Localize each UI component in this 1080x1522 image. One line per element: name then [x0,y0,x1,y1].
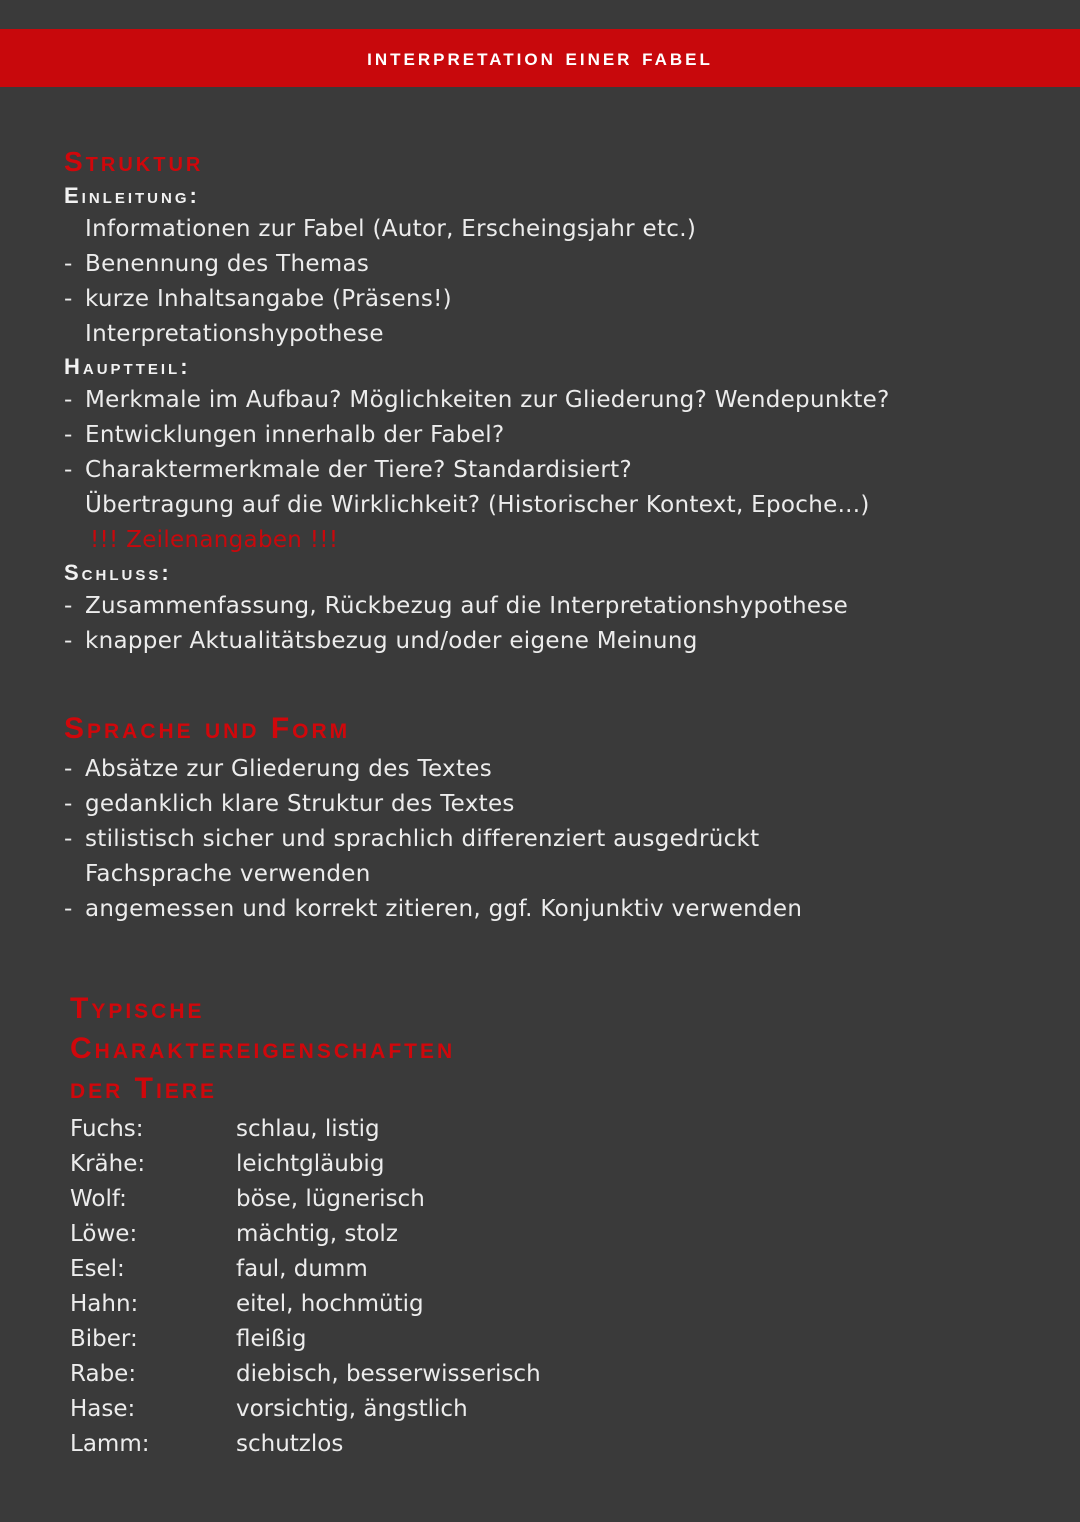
section-title-sprache: Sprache und Form [64,712,351,745]
animal-name: Fuchs: [70,1116,144,1142]
title-bar [0,29,1080,87]
animal-trait: leichtgläubig [236,1151,385,1177]
animal-trait: fleißig [236,1326,307,1352]
list-item: - Absätze zur Gliederung des Textes [64,756,492,782]
list-item: - knapper Aktualitätsbezug und/oder eigene Meinung [64,628,698,654]
animal-trait: mächtig, stolz [236,1221,398,1247]
animal-name: Esel: [70,1256,125,1282]
subheading-schluss: Schluss: [64,560,172,585]
list-item: - angemessen und korrekt zitieren, ggf. Konjunktiv verwenden [64,896,803,922]
animal-name: Rabe: [70,1361,137,1387]
note-zeilenangaben: !!! Zeilenangaben !!! [90,527,339,553]
list-item: - stilistisch sicher und sprachlich differenziert ausgedrückt [64,826,760,852]
list-item: - kurze Inhaltsangabe (Präsens!) [64,286,452,312]
list-item: Übertragung auf die Wirklichkeit? (Historischer Kontext, Epoche...) [85,492,870,518]
animal-name: Hase: [70,1396,136,1422]
list-item: - gedanklich klare Struktur des Textes [64,791,515,817]
section-title-tiere-line3: der Tiere [70,1072,218,1105]
animal-name: Wolf: [70,1186,127,1212]
section-title-struktur: Struktur [64,146,204,177]
list-item: Informationen zur Fabel (Autor, Erscheingsjahr etc.) [85,216,697,242]
animal-name: Krähe: [70,1151,146,1177]
animal-name: Biber: [70,1326,138,1352]
subheading-hauptteil: Hauptteil: [64,354,191,379]
animal-trait: eitel, hochmütig [236,1291,424,1317]
animal-name: Lamm: [70,1431,150,1457]
subheading-einleitung: Einleitung: [64,183,200,208]
animal-name: Löwe: [70,1221,138,1247]
animal-trait: diebisch, besserwisserisch [236,1361,541,1387]
list-item: - Benennung des Themas [64,251,370,277]
page-title: interpretation einer fabel [367,44,713,71]
animal-trait: böse, lügnerisch [236,1186,425,1212]
list-item: - Merkmale im Aufbau? Möglichkeiten zur Gliederung? Wendepunkte? [64,387,890,413]
list-item: - Entwicklungen innerhalb der Fabel? [64,422,505,448]
list-item: Fachsprache verwenden [85,861,371,887]
animal-trait: schlau, listig [236,1116,380,1142]
list-item: - Zusammenfassung, Rückbezug auf die Interpretationshypothese [64,593,849,619]
list-item: - Charaktermerkmale der Tiere? Standardisiert? [64,457,632,483]
animal-trait: vorsichtig, ängstlich [236,1396,468,1422]
animal-name: Hahn: [70,1291,139,1317]
list-item: Interpretationshypothese [85,321,384,347]
section-title-tiere-line1: Typische [70,992,205,1025]
animal-trait: schutzlos [236,1431,344,1457]
animal-trait: faul, dumm [236,1256,368,1282]
section-title-tiere-line2: Charaktereigenschaften [70,1032,456,1065]
